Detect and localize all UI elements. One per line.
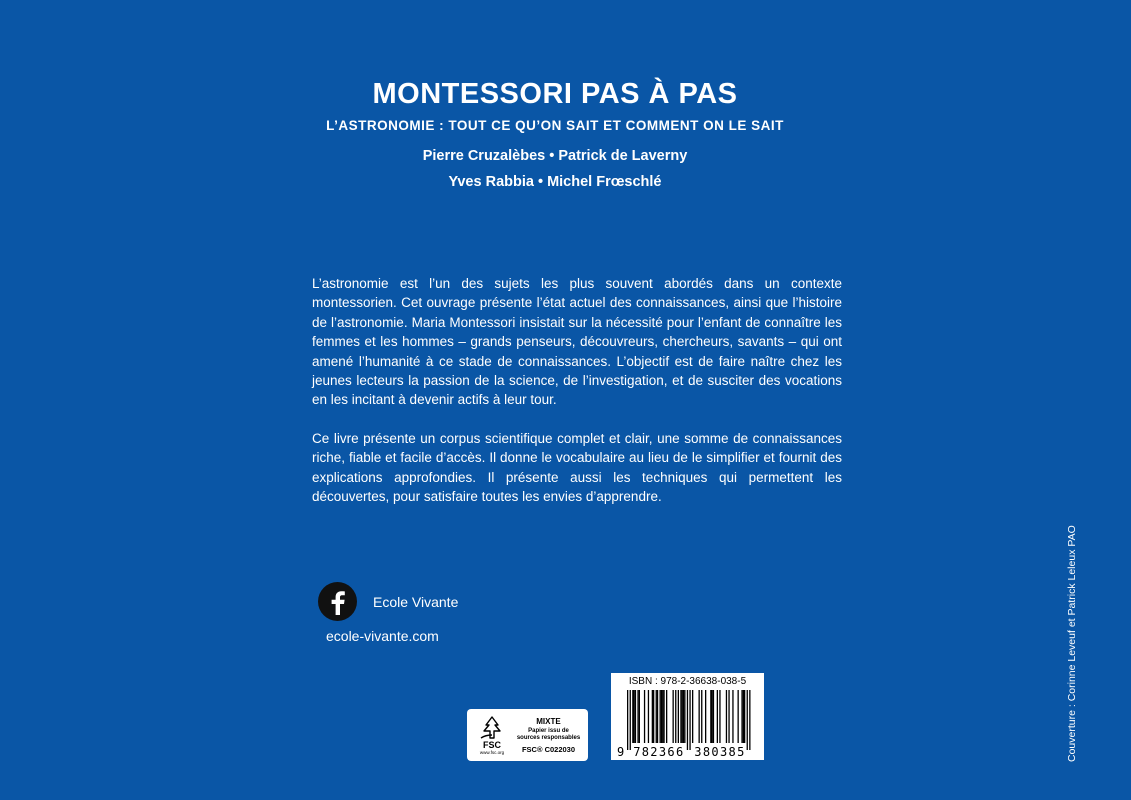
book-title: MONTESSORI PAS À PAS — [372, 78, 738, 110]
website-link[interactable]: ecole-vivante.com — [326, 628, 439, 644]
book-description — [312, 274, 842, 525]
barcode-bar — [701, 690, 702, 743]
fsc-desc-line-2: sources responsables — [516, 734, 581, 741]
fsc-site: www.fsc.org — [479, 749, 505, 755]
barcode-bar — [743, 690, 744, 743]
fsc-logo-text: FSC — [483, 739, 501, 750]
barcode-bar — [678, 690, 679, 743]
description-paragraph-2: Ce livre présente un corpus scientifique complet et clair, une somme de connaissances riche, fiable et facile d’accès. Il donne le vocabulaire au lieu de le simplifier et fournit des explications approfondies. Il présente aussi les techniques qui permettent les découvertes, pour satisfaire toutes les envies d’apprendre. — [312, 430, 842, 505]
barcode-bar — [630, 690, 631, 750]
barcode-bar — [657, 690, 658, 743]
barcode-bar — [749, 690, 750, 750]
barcode-bar — [673, 690, 674, 743]
barcode-bar — [732, 690, 733, 743]
barcode-bar — [692, 690, 693, 743]
facebook-icon — [318, 582, 357, 621]
description-paragraph-1: L’astronomie est l’un des sujets les plus souvent abordés dans un contexte montessorien. Cet ouvrage présente l’état actuel des connaissances, ainsi que l’histoire de l’astronomie. Maria Montessori insistait sur la nécessité pour l’enfant de connaître les femmes et les hommes – grands penseurs, découvreurs, chercheurs, savants – qui ont amené l’humanité à ce stade de connaissances. L’objectif est de faire naître chez les jeunes lecteurs la passion de la science, de l’investigation, et de susciter des vocations en les incitant à devenir actifs à leur tour. — [312, 276, 842, 408]
fsc-tree-icon — [479, 716, 505, 740]
barcode-bar — [682, 690, 683, 743]
barcode-bar — [634, 690, 635, 743]
barcode-bar — [747, 690, 748, 750]
barcode-bar — [644, 690, 645, 743]
fsc-code: FSC® C022030 — [521, 744, 576, 754]
fsc-info — [513, 712, 584, 758]
fsc-mixte: MIXTE — [536, 716, 561, 726]
barcode-bar — [627, 690, 628, 750]
barcode-bar — [713, 690, 714, 743]
barcode-bar — [726, 690, 727, 743]
barcode-bar — [717, 690, 718, 743]
isbn-text: ISBN : 978-2-36638-038-5 — [628, 676, 747, 687]
authors — [250, 143, 860, 195]
barcode-bar — [656, 690, 657, 743]
barcode-bar — [632, 690, 633, 743]
cover-credit: Couverture : Corinne Leveuf et Patrick Leleux PAO — [1066, 525, 1078, 762]
barcode-bar — [660, 690, 661, 743]
book-subtitle: L’ASTRONOMIE : TOUT CE QU’ON SAIT ET COMMENT ON LE SAIT — [326, 118, 784, 133]
barcode-bar — [719, 690, 720, 743]
authors-line-2: Yves Rabbia • Michel Frœschlé — [448, 174, 662, 190]
barcode-bar — [662, 690, 663, 743]
book-header — [250, 76, 860, 195]
barcode-bar — [705, 690, 706, 743]
facebook-page-name: Ecole Vivante — [373, 593, 459, 610]
barcode-bar — [666, 690, 667, 743]
barcode-digits-right: 380385 — [694, 745, 745, 758]
barcode-digit-first: 9 — [617, 745, 625, 758]
barcode — [615, 690, 760, 758]
barcode-bar — [663, 690, 664, 743]
barcode-bar — [710, 690, 711, 743]
barcode-bar — [661, 690, 662, 743]
barcode-bar — [699, 690, 700, 743]
barcode-bar — [675, 690, 676, 743]
authors-line-1: Pierre Cruzalèbes • Patrick de Laverny — [422, 148, 688, 164]
barcode-bar — [744, 690, 745, 743]
barcode-bar — [680, 690, 681, 743]
barcode-bar — [712, 690, 713, 743]
barcode-bar — [689, 690, 690, 750]
barcode-bar — [687, 690, 688, 750]
barcode-bar — [741, 690, 742, 743]
barcode-bar — [684, 690, 685, 743]
fsc-label — [467, 709, 588, 761]
barcode-bar — [728, 690, 729, 743]
barcode-bar — [635, 690, 636, 743]
isbn-barcode-box — [611, 673, 764, 760]
barcode-bar — [637, 690, 638, 743]
fsc-desc-line-1: Papier issu de — [528, 727, 569, 734]
barcode-bar — [639, 690, 640, 743]
facebook-link[interactable] — [318, 582, 458, 621]
barcode-bar — [738, 690, 739, 743]
fsc-logo — [471, 712, 513, 758]
barcode-bar — [652, 690, 653, 743]
barcode-bar — [648, 690, 649, 743]
barcode-bar — [683, 690, 684, 743]
barcode-digits-left: 782366 — [633, 745, 684, 758]
barcode-bar — [653, 690, 654, 743]
